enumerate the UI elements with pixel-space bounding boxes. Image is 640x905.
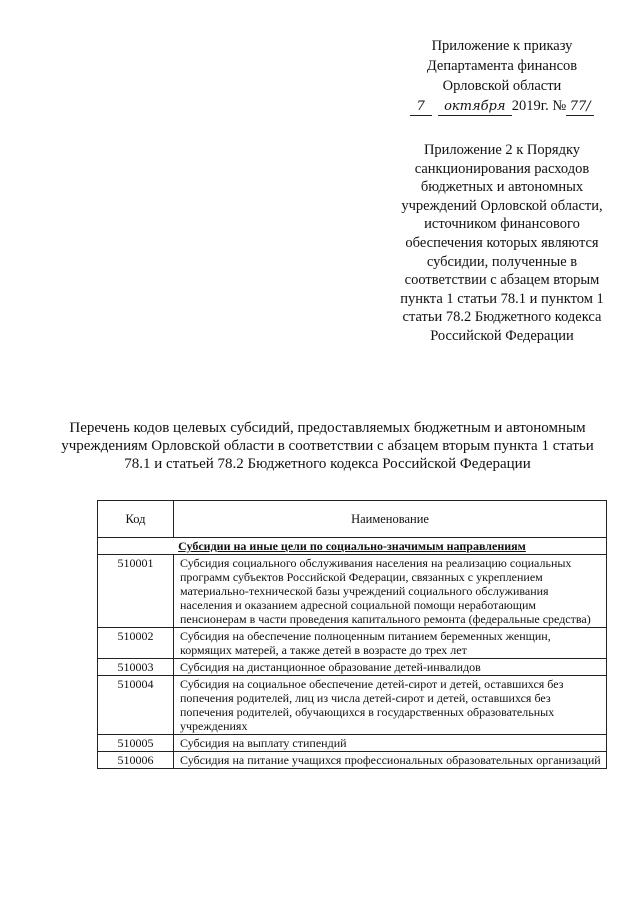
row-name: Субсидия на питание учащихся профессиональных образовательных организаций — [174, 752, 607, 769]
approval-block — [398, 36, 606, 116]
approval-line: Приложение к приказу — [431, 38, 573, 54]
row-code: 510005 — [98, 735, 174, 752]
order-date-line — [398, 96, 606, 116]
section-title: Субсидии на иные цели по социально-значимым направлениям — [98, 538, 607, 555]
document-title: Перечень кодов целевых субсидий, предоставляемых бюджетным и автономным учреждениям Орловской области в соответствии с абзацем вторым пункта 1 статьи 78.1 и статьей 78.2 Бюджетного кодекса Российской Федерации — [61, 420, 594, 472]
row-name: Субсидия на социальное обеспечение детей-сирот и детей, оставшихся без попечения родителей, лиц из числа детей-сирот и детей, оставшихся без попечения родителей, обучающихся в государственных образовательных учреждениях — [174, 676, 607, 735]
table-row — [98, 555, 607, 628]
row-name: Субсидия на выплату стипендий — [174, 735, 607, 752]
approval-line: Департамента финансов — [426, 58, 578, 74]
table-header-row — [98, 501, 607, 538]
handwritten-day: 7 — [410, 99, 432, 116]
approval-line: Орловской области — [442, 78, 562, 94]
handwritten-order-number: 77/ — [566, 99, 594, 116]
row-name: Субсидия на обеспечение полноценным питанием беременных женщин, кормящих матерей, а также детей в возрасте до трех лет — [174, 628, 607, 659]
table-row — [98, 659, 607, 676]
row-code: 510003 — [98, 659, 174, 676]
subsidy-codes-table — [97, 500, 607, 769]
handwritten-month: октября — [438, 99, 512, 116]
column-header-code: Код — [98, 501, 174, 538]
row-code: 510002 — [98, 628, 174, 659]
column-header-name: Наименование — [174, 501, 607, 538]
row-code: 510001 — [98, 555, 174, 628]
row-code: 510004 — [98, 676, 174, 735]
row-name: Субсидия социального обслуживания населения на реализацию социальных программ субъектов Российской Федерации, связанных с укреплением материально-технической базы учреждений социального обслуживания населения и оказанием адресной социальной помощи неработающим пенсионерам в части проведения капитального ремонта (федеральные средства) — [174, 555, 607, 628]
row-name: Субсидия на дистанционное образование детей-инвалидов — [174, 659, 607, 676]
table-row — [98, 628, 607, 659]
section-row — [98, 538, 607, 555]
appendix-block: Приложение 2 к Порядку санкционирования расходов бюджетных и автономных учреждений Орловской области, источником финансового обеспечения которых являются субсидии, полученные в соответствии с абзацем вторым пункта 1 статьи 78.1 и пунктом 1 статьи 78.2 Бюджетного кодекса Российской Федерации — [400, 142, 604, 344]
table-row — [98, 735, 607, 752]
order-year: 2019г. № — [511, 98, 567, 114]
table-row — [98, 752, 607, 769]
row-code: 510006 — [98, 752, 174, 769]
table-row — [98, 676, 607, 735]
